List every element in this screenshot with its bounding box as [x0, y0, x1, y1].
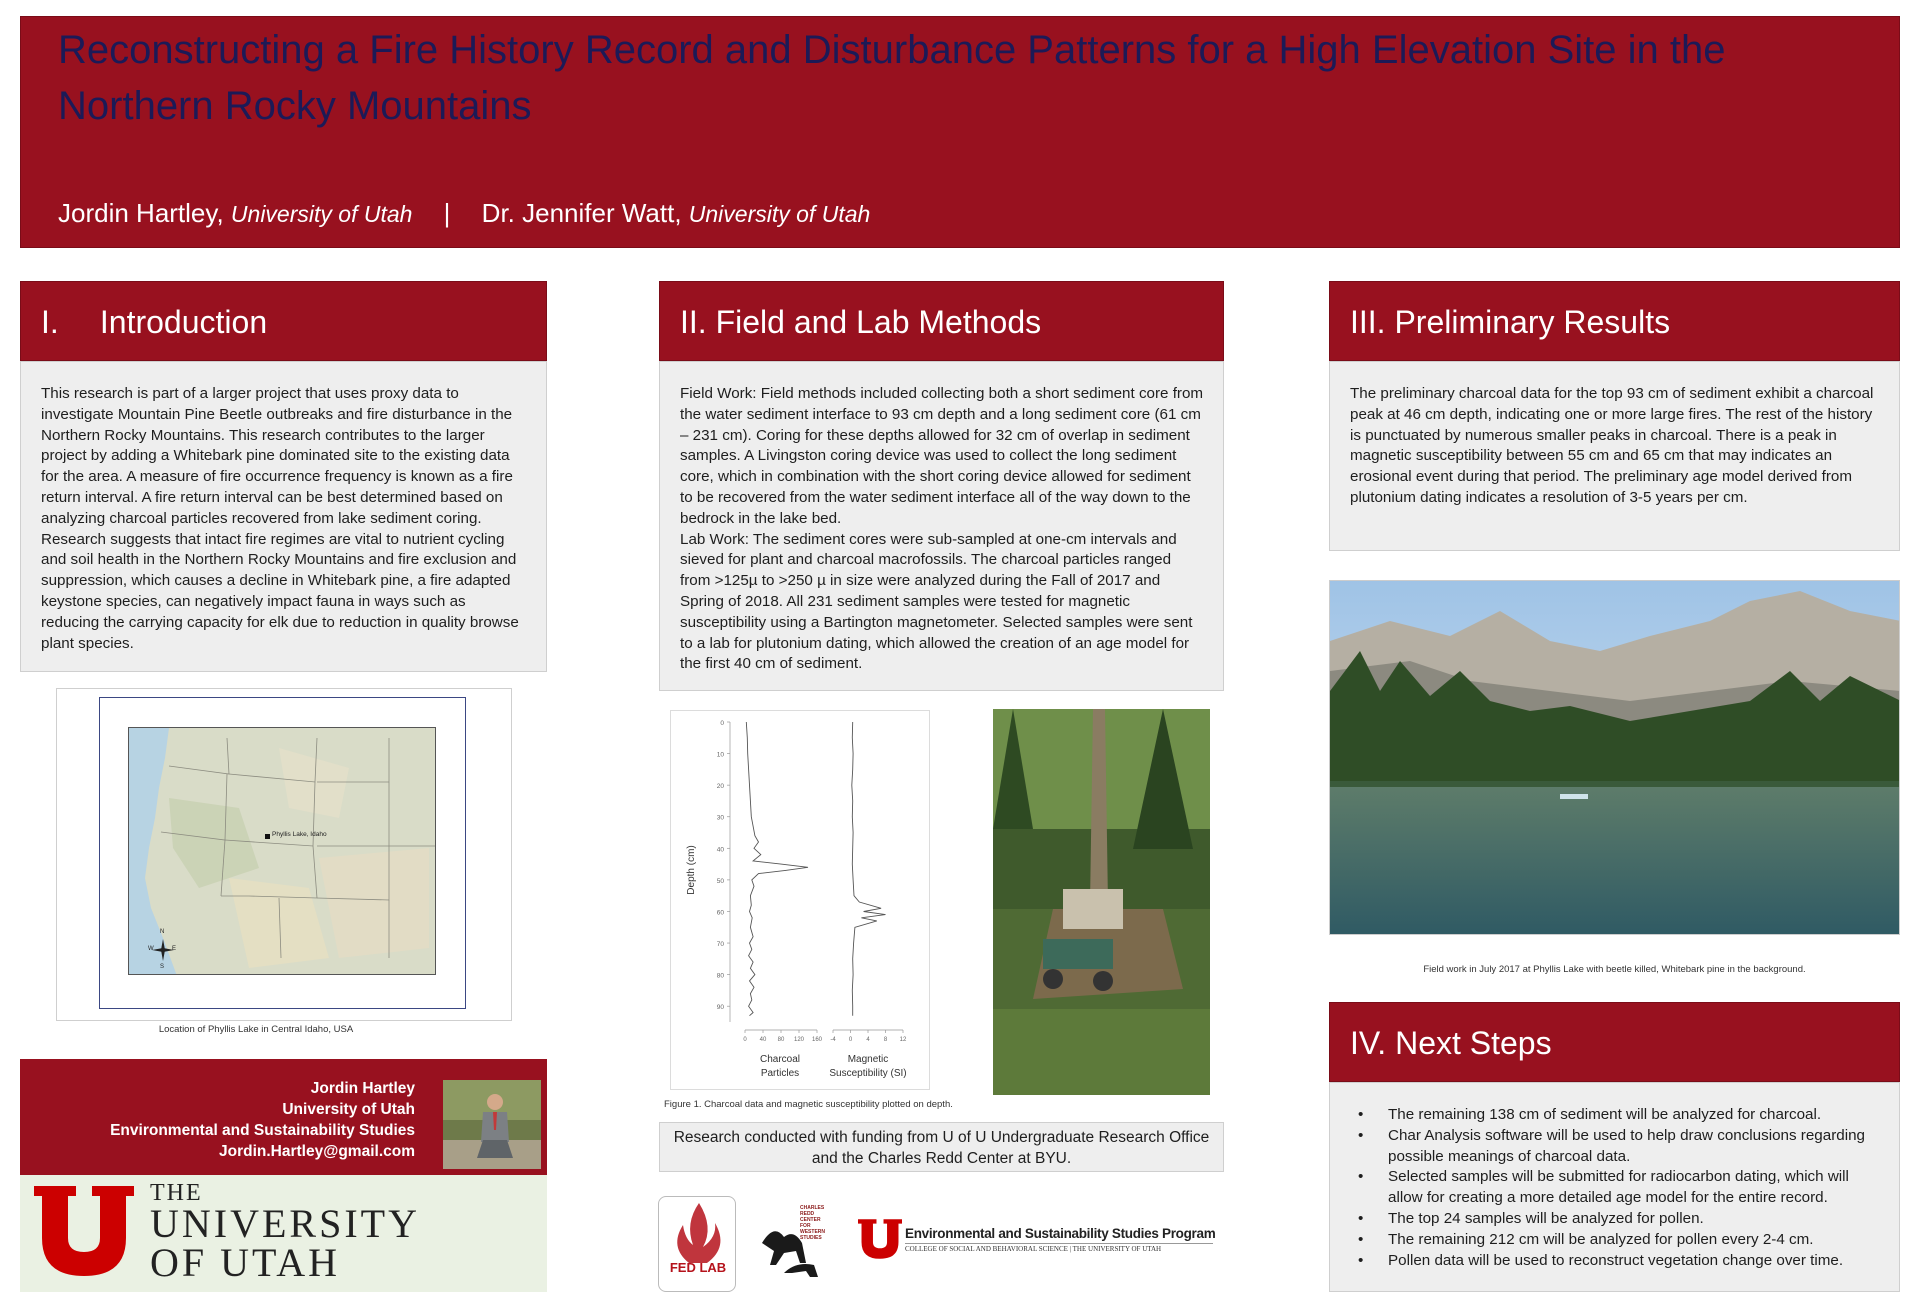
lake-photo-caption: Field work in July 2017 at Phyllis Lake with beetle killed, Whitebark pine in the background. [1423, 964, 1806, 975]
chart-y-tick-label: 60 [716, 909, 724, 917]
chart-x-tick-label: 160 [811, 1037, 823, 1043]
methods-lab-work: Lab Work: The sediment cores were sub-sampled at one-cm intervals and sieved for plant and charcoal macrofossils. The charcoal particles ranged from >125µ to >250 µ in size were analyzed during the Fall of 2017 and Spring of 2018. All 231 sediment samples were tested for magnetic susceptibility using a Bartington magnetometer. Selected samples were sent to a lab for plutonium dating, which allowed the creation of an age model for the first 40 cm of sediment. [680, 530, 1193, 673]
chart-x-tick-label: 8 [883, 1037, 888, 1043]
poster-title: Reconstructing a Fire History Record and Disturbance Patterns for a High Elevation Site in the Northern Rocky Mountains [58, 28, 1726, 128]
compass-e: E [172, 946, 177, 952]
author2-name: Dr. Jennifer Watt, [481, 198, 682, 228]
university-line2: OF UTAH [150, 1240, 341, 1285]
charcoal-series-line [746, 722, 808, 1016]
next-step-item: • The remaining 212 cm will be analyzed for pollen every 2-4 cm. [1350, 1230, 1881, 1251]
chart-y-tick-label: 20 [716, 783, 724, 791]
next-steps-body [1329, 1082, 1900, 1292]
fed-lab-text: FED LAB [669, 1260, 727, 1275]
chart-y-tick-label: 40 [716, 846, 724, 854]
chart-ylabel: Depth (cm) [686, 845, 697, 895]
introduction-title: Introduction [99, 304, 268, 340]
university-the: THE [150, 1180, 203, 1206]
university-line1: UNIVERSITY [150, 1201, 420, 1246]
magnetic-xlabel-2: Susceptibility (SI) [829, 1068, 907, 1079]
chart-x-tick-label: 40 [759, 1037, 767, 1043]
chart-y-tick-label: 90 [716, 1004, 724, 1012]
profile-email: Jordin.Hartley@gmail.com [219, 1143, 415, 1160]
fed-lab-logo [658, 1196, 736, 1292]
magnetic-xlabel-1: Magnetic [847, 1054, 889, 1065]
ess-divider [905, 1243, 1213, 1244]
funding-note: Research conducted with funding from U of U Undergraduate Research Office and the Charles Redd Center at BYU. [659, 1122, 1224, 1172]
author2-affiliation: University of Utah [688, 201, 871, 227]
ess-program-subtitle: COLLEGE OF SOCIAL AND BEHAVIORAL SCIENCE | THE UNIVERSITY OF UTAH [905, 1245, 1162, 1253]
next-steps-heading: IV. Next Steps [1329, 1002, 1900, 1082]
results-heading: III. Preliminary Results [1329, 281, 1900, 361]
author1-name: Jordin Hartley, [58, 198, 224, 228]
methods-field-work: Field Work: Field methods included collecting both a short sediment core from the water sediment interface to 93 cm depth and a long sediment core (61 cm – 231 cm). Coring for these depths allowed for 32 cm of overlap in sediment samples. A Livingston coring device was used to collect the long sediment core, which in combination with the short coring device allowed for sediment to be recovered from the water sediment interface all of the way down to the bedrock in the lake bed. [680, 385, 1204, 527]
author-separator: | [443, 198, 451, 228]
university-u-logo [34, 1186, 134, 1276]
profile-name: Jordin Hartley [310, 1080, 415, 1097]
introduction-number: I. [41, 304, 59, 340]
ess-u-logo [858, 1219, 902, 1259]
phyllis-lake-photo [1329, 580, 1900, 935]
lake-label: Phyllis Lake, Idaho [272, 831, 327, 838]
chart-y-tick-label: 0 [720, 720, 724, 727]
author-line [58, 198, 870, 229]
fieldwork-photo [993, 709, 1210, 1095]
profile-dept: Environmental and Sustainability Studies [110, 1122, 415, 1139]
next-step-item: • Pollen data will be used to reconstruct vegetation change over time. [1350, 1251, 1881, 1272]
author-photo [443, 1080, 541, 1169]
magnetic-series-line [852, 722, 886, 1016]
redd-center-text: CHARLES REDD CENTER FOR WESTERN STUDIES [800, 1205, 825, 1241]
chart-x-tick-label: 0 [743, 1037, 747, 1043]
author1-affiliation: University of Utah [230, 201, 413, 227]
methods-body [659, 361, 1224, 691]
charcoal-xlabel-1: Charcoal [759, 1054, 801, 1065]
next-step-item: • The top 24 samples will be analyzed for pollen. [1350, 1209, 1881, 1230]
redd-center-logo [754, 1203, 829, 1281]
chart-x-tick-label: 12 [899, 1037, 907, 1043]
profile-text [70, 1078, 415, 1162]
introduction-body: This research is part of a larger project that uses proxy data to investigate Mountain Pine Beetle outbreaks and fire disturbance in the Northern Rocky Mountains. This research contributes to the larger project by adding a Whitebark pine dominated site to the existing data for the area. A measure of fire occurrence frequency is known as a fire return interval. A fire return interval can be best determined based on analyzing charcoal particles recovered from lake sediment coring. Research suggests that intact fire regimes are vital to nutrient cycling and soil health in the Northern Rocky Mountains and fire exclusion and suppression, which causes a decline in Whitebark pine, a fire adapted keystone species, can negatively impact fauna in ways such as reducing the carrying capacity for elk due to reduction in quality browse plant species. [20, 361, 547, 672]
compass-n: N [160, 929, 165, 935]
chart-x-tick-label: 80 [777, 1037, 785, 1043]
compass-s: S [160, 964, 165, 970]
compass-w: W [148, 946, 154, 952]
charcoal-xlabel-2: Particles [760, 1068, 800, 1079]
chart-x-tick-label: 0 [848, 1037, 853, 1043]
results-body: The preliminary charcoal data for the top 93 cm of sediment exhibit a charcoal peak at 46 cm depth, indicating one or more large fires. The rest of the history is punctuated by numerous smaller peaks in charcoal. There is a peak in magnetic susceptibility between 55 cm and 65 cm that may indicates an erosional event during that period. The preliminary age model derived from plutonium dating indicates a resolution of 3-5 years per cm. [1329, 361, 1900, 551]
ess-program-title: Environmental and Sustainability Studies Program [905, 1226, 1216, 1241]
chart-y-tick-label: 30 [716, 814, 724, 822]
next-step-item: • Char Analysis software will be used to help draw conclusions regarding possible meanings of charcoal data. [1350, 1126, 1881, 1168]
charcoal-magnetic-chart [670, 710, 930, 1090]
next-step-item: • Selected samples will be submitted for radiocarbon dating, which will allow for creating a more detailed age model for the entire record. [1350, 1167, 1881, 1209]
chart-y-tick-label: 50 [716, 877, 724, 885]
next-steps-list [1350, 1105, 1881, 1271]
chart-x-tick-label: -4 [830, 1037, 836, 1043]
chart-y-tick-label: 80 [716, 972, 724, 980]
chart-y-tick-label: 70 [716, 941, 724, 949]
next-step-item: • The remaining 138 cm of sediment will be analyzed for charcoal. [1350, 1105, 1881, 1126]
methods-heading: II. Field and Lab Methods [659, 281, 1224, 361]
figure-1-caption: Figure 1. Charcoal data and magnetic susceptibility plotted on depth. [664, 1099, 953, 1110]
map-caption: Location of Phyllis Lake in Central Idaho, USA [158, 1024, 354, 1035]
chart-y-tick-label: 10 [716, 751, 724, 759]
profile-org: University of Utah [282, 1101, 415, 1118]
lake-marker [265, 834, 270, 839]
chart-x-tick-label: 120 [793, 1037, 805, 1043]
introduction-heading [20, 281, 547, 361]
chart-x-tick-label: 4 [866, 1037, 870, 1043]
